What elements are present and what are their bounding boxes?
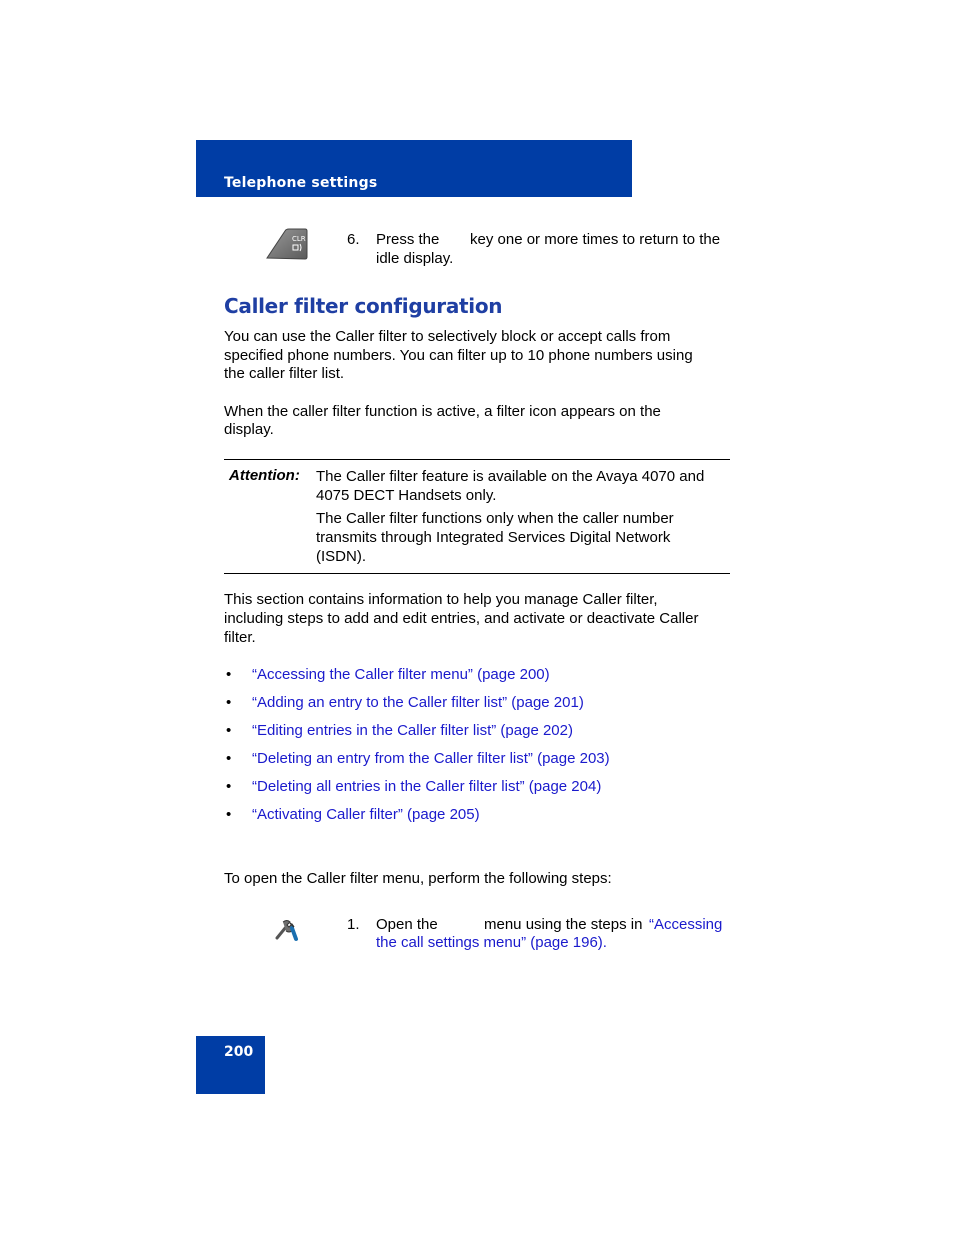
link-activating-caller-filter[interactable]: “Activating Caller filter” (page 205) [252, 806, 480, 823]
link-accessing-call-settings-menu[interactable]: “Accessing [649, 916, 723, 933]
link-adding-entry[interactable]: “Adding an entry to the Caller filter list” (page 201) [252, 694, 584, 711]
link-deleting-all-entries[interactable]: “Deleting all entries in the Caller filter list” (page 204) [252, 778, 602, 795]
link-editing-entries[interactable]: “Editing entries in the Caller filter list” (page 202) [252, 722, 573, 739]
paragraph-line: filter. [224, 629, 256, 646]
bullet: • [226, 666, 232, 683]
link-accessing-call-settings-menu[interactable]: the call settings menu” (page 196). [376, 934, 607, 951]
step-text: menu using the steps in [484, 916, 643, 933]
clr-key-icon [265, 228, 309, 260]
bullet: • [226, 806, 232, 823]
settings-tools-icon [272, 918, 302, 942]
attention-label: Attention: [229, 467, 300, 484]
bullet: • [226, 778, 232, 795]
bullet: • [226, 694, 232, 711]
attention-text: (ISDN). [316, 548, 366, 565]
paragraph-line: the caller filter list. [224, 365, 345, 382]
section-title: Caller filter configuration [224, 294, 503, 318]
step-number: 6. [347, 231, 360, 248]
attention-top-rule [224, 459, 730, 460]
step-text: Press the [376, 231, 440, 248]
paragraph-line: You can use the Caller filter to selectively block or accept calls from [224, 328, 671, 345]
attention-text: 4075 DECT Handsets only. [316, 487, 497, 504]
step-number: 1. [347, 916, 360, 933]
bullet: • [226, 722, 232, 739]
paragraph-line: specified phone numbers. You can filter up to 10 phone numbers using [224, 347, 693, 364]
header-title: Telephone settings [224, 175, 378, 191]
attention-bottom-rule [224, 573, 730, 574]
bullet: • [226, 750, 232, 767]
step-text: key one or more times to return to the [470, 231, 721, 248]
attention-text: transmits through Integrated Services Digital Network [316, 529, 671, 546]
paragraph-line: To open the Caller filter menu, perform the following steps: [224, 870, 612, 887]
attention-text: The Caller filter functions only when the caller number [316, 510, 674, 527]
paragraph-line: This section contains information to help you manage Caller filter, [224, 591, 658, 608]
step-text: idle display. [376, 250, 454, 267]
step-text: Open the [376, 916, 438, 933]
page-number: 200 [224, 1044, 254, 1060]
attention-text: The Caller filter feature is available on the Avaya 4070 and [316, 468, 705, 485]
paragraph-line: When the caller filter function is active, a filter icon appears on the [224, 403, 661, 420]
paragraph-line: display. [224, 421, 274, 438]
link-accessing-caller-filter-menu[interactable]: “Accessing the Caller filter menu” (page 200) [252, 666, 550, 683]
svg-text:CLR: CLR [292, 235, 306, 243]
link-deleting-entry[interactable]: “Deleting an entry from the Caller filter list” (page 203) [252, 750, 610, 767]
paragraph-line: including steps to add and edit entries, and activate or deactivate Caller [224, 610, 699, 627]
